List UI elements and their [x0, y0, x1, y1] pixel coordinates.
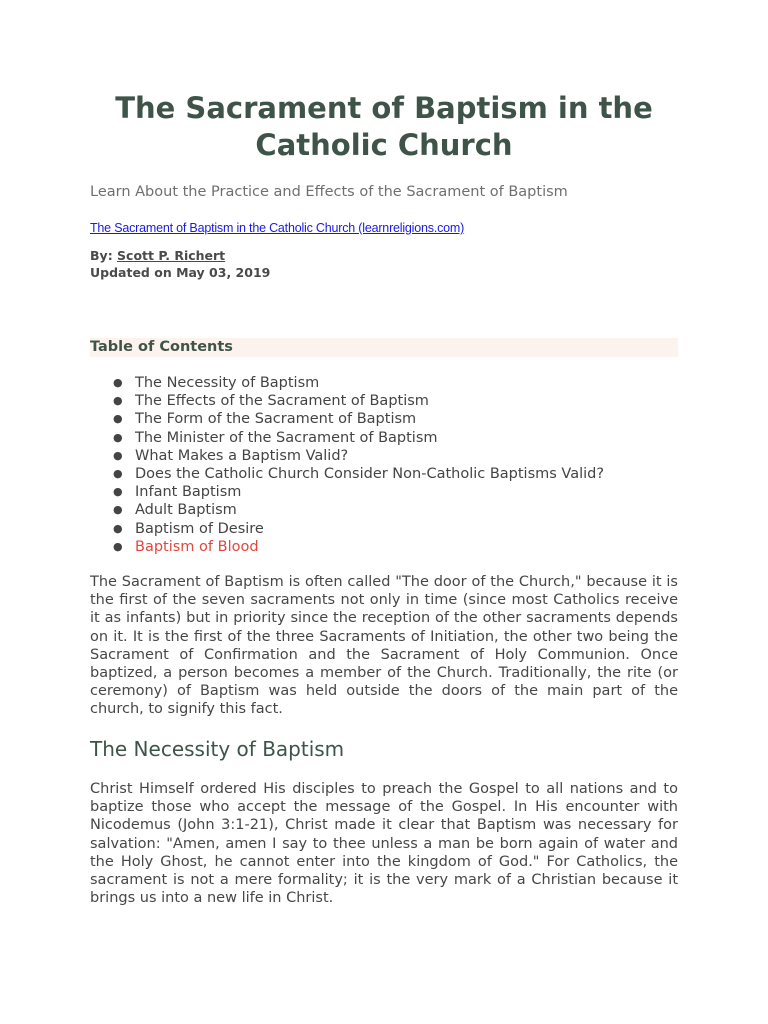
table-of-contents: [90, 374, 678, 556]
bullet-icon: ●: [113, 394, 123, 408]
section-heading-necessity: The Necessity of Baptism: [90, 737, 345, 761]
toc-item-label[interactable]: The Necessity of Baptism: [135, 375, 320, 391]
toc-item-label[interactable]: The Form of the Sacrament of Baptism: [135, 411, 417, 428]
toc-item-active[interactable]: [90, 538, 678, 556]
updated-date: Updated on May 03, 2019: [90, 265, 271, 280]
toc-item[interactable]: [90, 483, 678, 501]
toc-item[interactable]: [90, 447, 678, 465]
section-body-necessity: Christ Himself ordered His disciples to preach the Gospel to all nations and to baptize those who accept the message of the Gospel. In His encounter with Nicodemus (John 3:1-21), Christ made it clear that Baptism was necessary for salvation: "Amen, amen I say to thee unless a man be born again of water and the Holy Ghost, he cannot enter into the kingdom of God." For Catholics, the sacrament is not a mere formality; it is the very mark of a Christian because it brings us into a new life in Christ.: [90, 781, 678, 907]
toc-item-label[interactable]: The Minister of the Sacrament of Baptism: [135, 429, 438, 446]
toc-item-label[interactable]: What Makes a Baptism Valid?: [135, 447, 349, 464]
toc-item-label[interactable]: Baptism of Blood: [135, 538, 259, 555]
byline: By: Scott P. Richert: [90, 248, 226, 263]
toc-item-label[interactable]: Infant Baptism: [135, 484, 242, 501]
bullet-icon: ●: [113, 376, 123, 389]
toc-item-label[interactable]: Baptism of Desire: [135, 520, 264, 537]
bullet-icon: ●: [113, 521, 123, 535]
toc-item[interactable]: [90, 501, 678, 519]
bullet-icon: ●: [113, 539, 123, 553]
toc-item[interactable]: [90, 392, 678, 410]
author-link[interactable]: Scott P. Richert: [117, 248, 226, 263]
toc-item[interactable]: [90, 465, 678, 483]
bullet-icon: ●: [113, 412, 123, 426]
toc-item[interactable]: [90, 410, 678, 428]
intro-paragraph: The Sacrament of Baptism is often called "The door of the Church," because it is the first of the seven sacraments not only in time (since most Catholics receive it as infants) but in priority since the reception of the other sacraments depends on it. It is the first of the three Sacraments of Initiation, the other two being the Sacrament of Confirmation and the Sacrament of Holy Communion. Once baptized, a person becomes a member of the Church. Traditionally, the rite (or ceremony) of Baptism was held outside the doors of the main part of the church, to signify this fact.: [90, 574, 678, 718]
bullet-icon: ●: [113, 503, 123, 517]
toc-item[interactable]: [90, 374, 678, 392]
bullet-icon: ●: [113, 448, 123, 462]
toc-item[interactable]: [90, 429, 678, 447]
article-title: The Sacrament of Baptism in the Catholic Church: [115, 91, 653, 162]
toc-item-label[interactable]: Adult Baptism: [135, 502, 237, 519]
toc-item-label[interactable]: The Effects of the Sacrament of Baptism: [135, 393, 429, 410]
toc-heading: Table of Contents: [90, 338, 678, 357]
by-label: By: [90, 248, 108, 263]
article-subtitle: Learn About the Practice and Effects of the Sacrament of Baptism: [90, 184, 568, 200]
toc-item[interactable]: [90, 520, 678, 538]
toc-item-label[interactable]: Does the Catholic Church Consider Non-Catholic Baptisms Valid?: [135, 466, 605, 483]
bullet-icon: ●: [113, 430, 123, 444]
source-link[interactable]: The Sacrament of Baptism in the Catholic Church (learnreligions.com): [90, 221, 465, 235]
bullet-icon: ●: [113, 467, 123, 481]
bullet-icon: ●: [113, 485, 123, 499]
